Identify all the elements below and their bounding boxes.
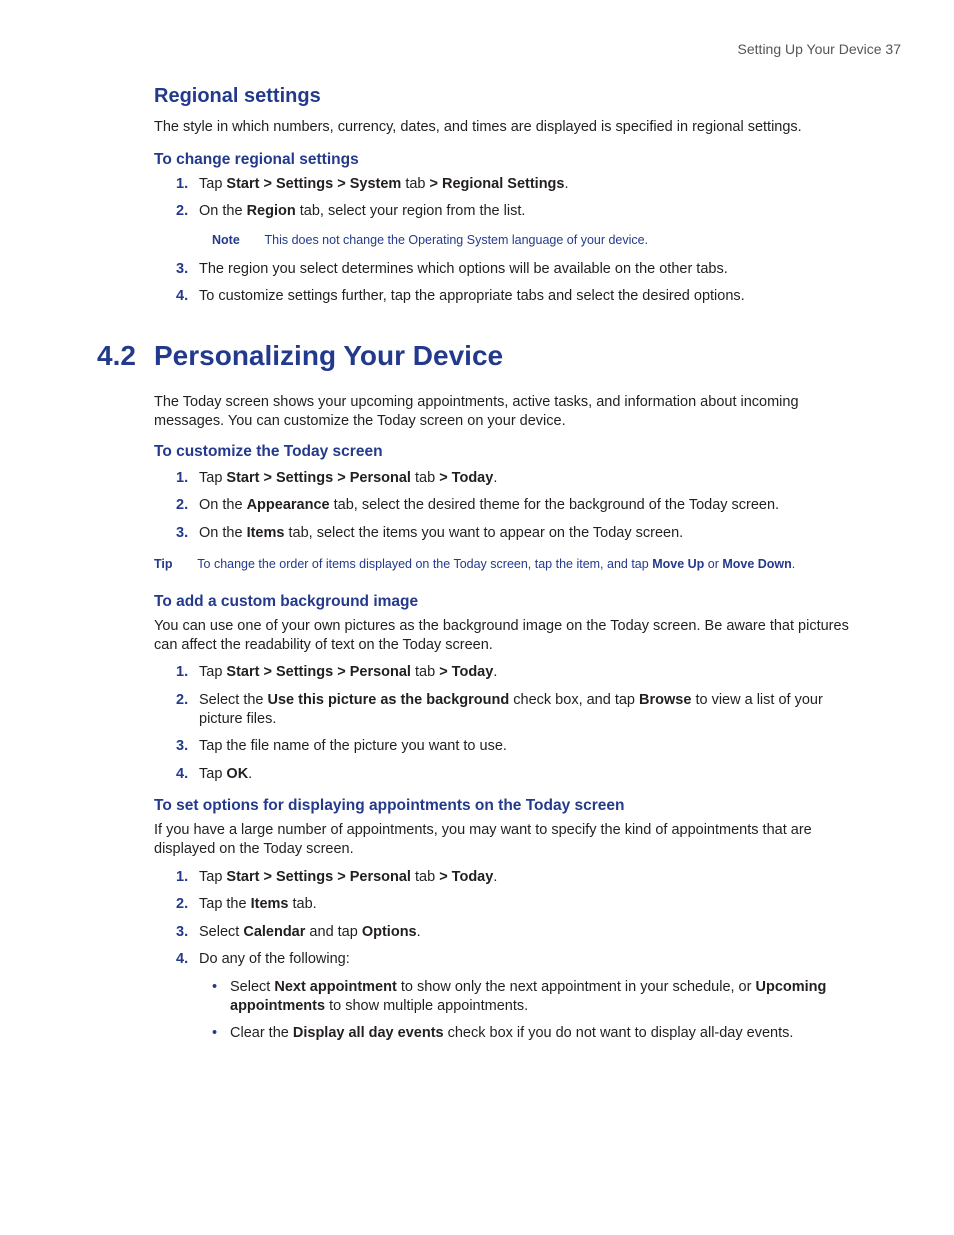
step-number: 3. — [176, 924, 189, 940]
today-step-2: 2. On the Appearance tab, select the desired theme for the background of the Today screen. — [176, 497, 780, 513]
chapter-heading — [97, 340, 503, 372]
appointments-bullet-1: • Select Next appointment to show only the next appointment in your schedule, or Upcoming appointments to show multiple appointments. — [212, 979, 827, 1014]
appointments-bullet-2: • Clear the Display all day events check box if you do not want to display all-day events. — [212, 1025, 794, 1041]
step-number: 4. — [176, 288, 189, 304]
regional-step-4: 4. To customize settings further, tap the appropriate tabs and select the desired options. — [176, 288, 745, 304]
today-tip — [154, 557, 795, 571]
background-step-1: 1. Tap Start > Settings > Personal tab > Today. — [176, 664, 498, 680]
appointments-step-2: 2. Tap the Items tab. — [176, 896, 317, 912]
regional-step-3: 3. The region you select determines which options will be available on the other tabs. — [176, 261, 728, 277]
background-step-4: 4. Tap OK. — [176, 766, 253, 782]
step-number: 1. — [176, 176, 189, 192]
background-step-3: 3. Tap the file name of the picture you want to use. — [176, 738, 507, 754]
background-intro: You can use one of your own pictures as the background image on the Today screen. Be aware that pictures can affect the readability of text on the Today screen. — [154, 618, 849, 653]
step-number: 3. — [176, 738, 189, 754]
step-number: 2. — [176, 896, 189, 912]
proc-title-customize-today: To customize the Today screen — [154, 443, 383, 460]
step-number: 3. — [176, 261, 189, 277]
step-number: 1. — [176, 869, 189, 885]
appointments-intro: If you have a large number of appointments, you may want to specify the kind of appointments that are displayed on the Today screen. — [154, 822, 812, 857]
step-number: 4. — [176, 951, 189, 967]
proc-title-background: To add a custom background image — [154, 593, 419, 610]
chapter-number: 4.2 — [97, 340, 136, 371]
note-text: This does not change the Operating System language of your device. — [264, 233, 649, 247]
step-number: 1. — [176, 664, 189, 680]
bullet-icon: • — [212, 1025, 218, 1041]
regional-note — [212, 233, 648, 247]
note-label: Note — [212, 233, 240, 247]
regional-step-2: 2. On the Region tab, select your region from the list. — [176, 203, 526, 219]
regional-step-1: 1. Tap Start > Settings > System tab > Regional Settings. — [176, 176, 569, 192]
appointments-step-1: 1. Tap Start > Settings > Personal tab > Today. — [176, 869, 498, 885]
step-number: 2. — [176, 203, 189, 219]
bullet-icon: • — [212, 979, 218, 995]
today-step-1: 1. Tap Start > Settings > Personal tab > Today. — [176, 470, 498, 486]
today-intro: The Today screen shows your upcoming appointments, active tasks, and information about incoming messages. You can customize the Today screen on your device. — [154, 394, 799, 429]
today-step-3: 3. On the Items tab, select the items you want to appear on the Today screen. — [176, 525, 684, 541]
proc-title-change-regional: To change regional settings — [154, 151, 359, 168]
step-number: 1. — [176, 470, 189, 486]
running-header: Setting Up Your Device 37 — [737, 41, 901, 57]
background-step-2: 2. Select the Use this picture as the background check box, and tap Browse to view a list of your picture files. — [176, 692, 823, 727]
chapter-title: Personalizing Your Device — [154, 340, 504, 371]
regional-intro: The style in which numbers, currency, dates, and times are displayed is specified in regional settings. — [154, 119, 802, 135]
tip-text: To change the order of items displayed on the Today screen, tap the item, and tap Move Up or Move Down. — [197, 557, 796, 571]
proc-title-appointments: To set options for displaying appointments on the Today screen — [154, 797, 625, 814]
appointments-step-3: 3. Select Calendar and tap Options. — [176, 924, 421, 940]
step-number: 2. — [176, 692, 189, 708]
tip-label: Tip — [154, 557, 173, 571]
step-number: 2. — [176, 497, 189, 513]
appointments-step-4: 4. Do any of the following: — [176, 951, 350, 967]
step-number: 3. — [176, 525, 189, 541]
section-title-regional: Regional settings — [154, 85, 321, 107]
step-number: 4. — [176, 766, 189, 782]
